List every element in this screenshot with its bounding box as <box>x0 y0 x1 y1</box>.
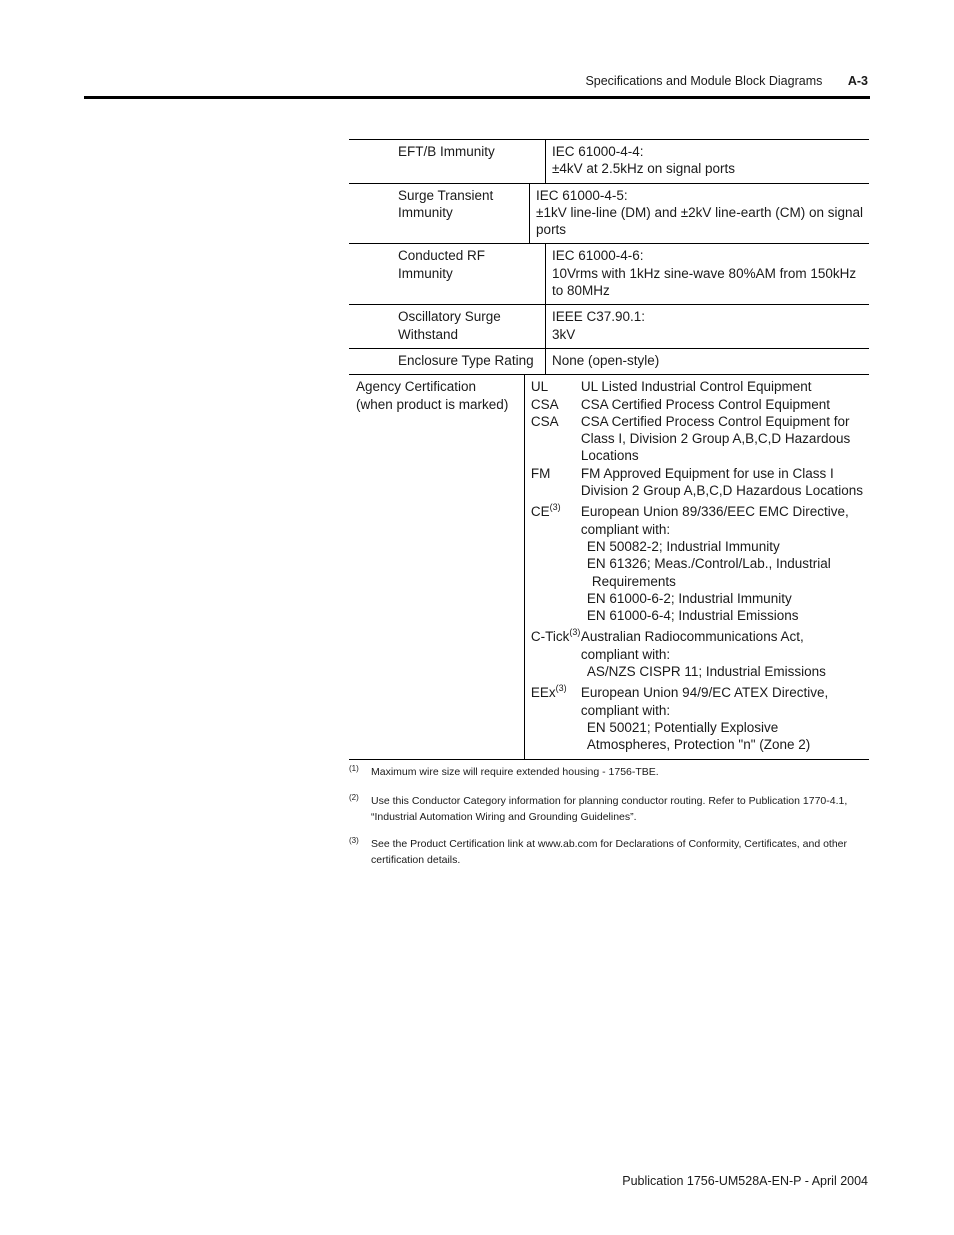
certification-code-text: CSA <box>530 396 559 412</box>
spec-value-line: to 80MHz <box>552 283 610 299</box>
footnote <box>349 765 869 781</box>
spec-label <box>349 244 546 304</box>
specifications-table <box>349 139 869 760</box>
footnote-text <box>371 794 869 825</box>
certification-item <box>531 628 863 680</box>
certification-code <box>531 503 581 624</box>
running-header <box>585 74 868 88</box>
spec-value-line: IEC 61000-4-6: <box>552 248 644 264</box>
certification-description-line: compliant with: <box>580 521 671 537</box>
footnote-reference: (3) <box>555 683 567 694</box>
spec-value <box>546 349 869 374</box>
certification-description-line: Australian Radiocommunications Act, <box>580 629 804 645</box>
footnote-marker: (2) <box>349 793 359 802</box>
footnote-text-line: “Industrial Automation Wiring and Grounding Guidelines”. <box>371 810 637 823</box>
footnote-text <box>371 765 869 781</box>
certification-code-text: UL <box>530 379 549 395</box>
footnote <box>349 837 869 868</box>
certification-description-line: Class I, Division 2 Group A,B,C,D Hazardous <box>580 431 851 447</box>
spec-value-line: 3kV <box>552 326 576 342</box>
certification-description-line: AS/NZS CISPR 11; Industrial Emissions <box>586 664 826 680</box>
table-row-agency-certification <box>349 375 869 758</box>
certification-description <box>581 628 863 680</box>
spec-value <box>530 184 869 244</box>
certification-item <box>531 503 863 624</box>
spec-label-line: Withstand <box>398 326 459 342</box>
spec-value-line: ±1kV line-line (DM) and ±2kV line-earth (CM) on signal <box>536 204 863 220</box>
certification-code <box>531 465 581 500</box>
certification-description <box>581 503 863 624</box>
certification-code <box>531 628 581 680</box>
certification-item <box>531 396 863 413</box>
table-row <box>349 184 869 245</box>
certification-description-line: Requirements <box>591 573 676 589</box>
footnote-reference: (3) <box>549 502 561 513</box>
header-rule <box>84 96 870 99</box>
table-row <box>349 244 869 305</box>
certification-code-text: C-Tick <box>530 629 570 645</box>
footnote-reference: (3) <box>569 627 581 638</box>
spec-label-line: Oscillatory Surge <box>398 309 501 325</box>
certification-description-line: Division 2 Group A,B,C,D Hazardous Locations <box>580 483 863 499</box>
certification-description-line: FM Approved Equipment for use in Class I <box>580 465 834 481</box>
certification-description <box>581 396 863 413</box>
certification-code-text: CE <box>530 504 550 520</box>
certification-description-line: UL Listed Industrial Control Equipment <box>580 379 812 395</box>
spec-value-line: 10Vrms with 1kHz sine-wave 80%AM from 150kHz <box>552 265 857 281</box>
certification-description-line: EN 50082-2; Industrial Immunity <box>586 538 780 554</box>
spec-value-line: None (open-style) <box>552 352 660 368</box>
spec-value-line: IEC 61000-4-5: <box>536 187 628 203</box>
table-row <box>349 140 869 184</box>
spec-value-line: ports <box>536 222 567 238</box>
certification-description-line: compliant with: <box>580 646 671 662</box>
section-title: Specifications and Module Block Diagrams <box>585 74 823 88</box>
spec-label <box>349 305 546 348</box>
certification-item <box>531 413 863 465</box>
certification-description-line: EN 61326; Meas./Control/Lab., Industrial <box>586 556 831 572</box>
footnote-text-line: Use this Conductor Category information for planning conductor routing. Refer to Publication 1770-4.1, <box>371 795 848 807</box>
page-number: A-3 <box>847 74 868 88</box>
certification-description-line: EN 61000-6-4; Industrial Emissions <box>586 608 799 624</box>
footnote-text <box>371 837 869 868</box>
spec-label <box>349 184 530 244</box>
spec-label-line: Enclosure Type Rating <box>398 352 534 368</box>
footnote <box>349 794 869 825</box>
spec-value <box>546 305 869 348</box>
spec-label <box>349 375 525 758</box>
certification-item <box>531 465 863 500</box>
spec-value-line: IEEE C37.90.1: <box>552 309 646 325</box>
certification-item <box>531 684 863 753</box>
spec-label-line: (when product is marked) <box>356 396 509 412</box>
spec-label <box>349 140 546 183</box>
certification-description-line: CSA Certified Process Control Equipment for <box>580 413 850 429</box>
certification-code-text: EEx <box>530 685 556 701</box>
certification-description-line: compliant with: <box>580 702 671 718</box>
certification-description <box>581 378 863 395</box>
certification-description <box>581 413 863 465</box>
certification-item <box>531 378 863 395</box>
spec-value <box>546 244 869 304</box>
certification-code <box>531 413 581 465</box>
spec-label-line: Conducted RF Immunity <box>398 248 486 281</box>
certification-description-line: European Union 94/9/EC ATEX Directive, <box>580 685 829 701</box>
footnote-text-line: certification details. <box>371 853 461 866</box>
certification-code <box>531 378 581 395</box>
certification-description-line: Atmospheres, Protection "n" (Zone 2) <box>586 737 811 753</box>
footnote-marker: (3) <box>349 836 359 845</box>
certification-list <box>525 375 869 758</box>
table-row <box>349 305 869 349</box>
certification-code <box>531 396 581 413</box>
certification-description <box>581 465 863 500</box>
spec-label <box>349 349 546 374</box>
publication-footer: Publication 1756-UM528A-EN-P - April 2004 <box>622 1174 868 1188</box>
certification-description-line: EN 50021; Potentially Explosive <box>586 719 779 735</box>
spec-label-line: Surge Transient <box>398 187 494 203</box>
footnote-marker: (1) <box>349 764 359 773</box>
spec-value <box>546 140 869 183</box>
spec-label-line: Immunity <box>398 204 453 220</box>
certification-code <box>531 684 581 753</box>
certification-description-line: CSA Certified Process Control Equipment <box>580 396 830 412</box>
certification-code-text: FM <box>530 465 551 481</box>
certification-description <box>581 684 863 753</box>
spec-value-line: IEC 61000-4-4: <box>552 144 644 159</box>
footnote-text-line: Maximum wire size will require extended housing - 1756-TBE. <box>371 766 659 778</box>
spec-label-line: EFT/B Immunity <box>398 144 495 159</box>
certification-description-line: European Union 89/336/EEC EMC Directive, <box>580 504 849 520</box>
spec-value-line: ±4kV at 2.5kHz on signal ports <box>552 161 736 177</box>
certification-code-text: CSA <box>530 413 559 429</box>
certification-description-line: Locations <box>580 448 639 464</box>
certification-description-line: EN 61000-6-2; Industrial Immunity <box>586 590 792 606</box>
footnote-text-line: See the Product Certification link at www.ab.com for Declarations of Conformity, Certificates, and other <box>371 838 848 850</box>
table-row <box>349 349 869 375</box>
spec-label-line: Agency Certification <box>356 379 477 395</box>
